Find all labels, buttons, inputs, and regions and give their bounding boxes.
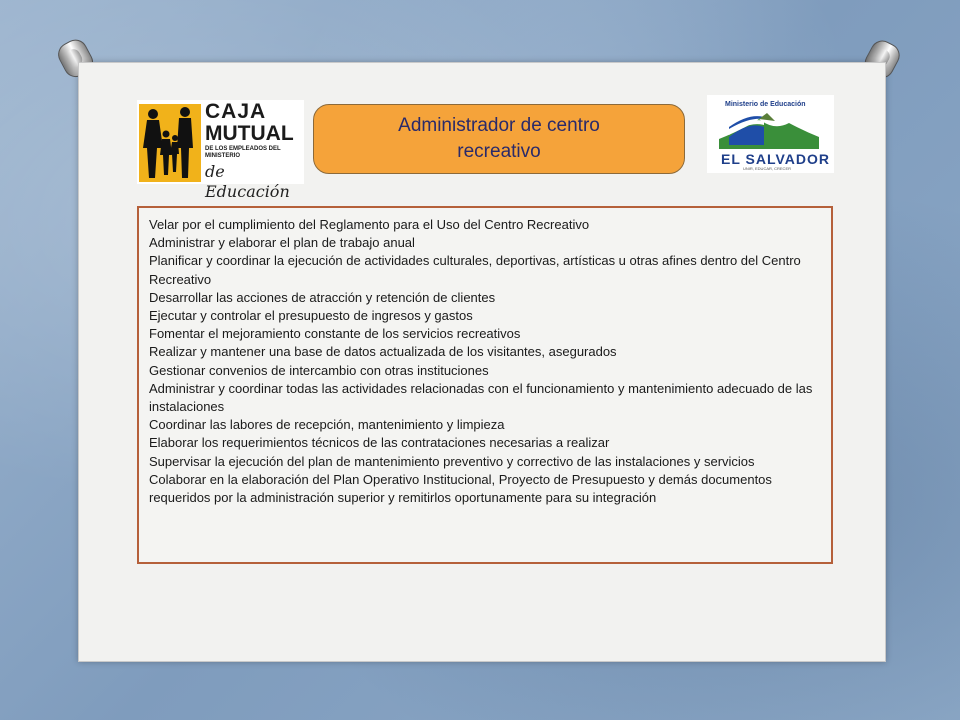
title-banner: [313, 104, 685, 174]
list-item: Velar por el cumplimiento del Reglamento para el Uso del Centro Recreativo: [149, 217, 590, 232]
list-item: Administrar y coordinar todas las actividades relacionadas con el funcionamiento y mantenimiento adecuado de las instalaciones: [149, 380, 813, 415]
list-item: Elaborar los requerimientos técnicos de las contrataciones necesarias a realizar: [149, 435, 610, 451]
list-item: Ejecutar y controlar el presupuesto de ingresos y gastos: [149, 308, 473, 324]
logo-line-mutual: MUTUAL: [205, 122, 294, 145]
list-item: Gestionar convenios de intercambio con otras instituciones: [149, 362, 489, 378]
list-item: Desarrollar las acciones de atracción y retención de clientes: [149, 289, 496, 305]
family-icon: [139, 104, 201, 182]
list-item: Administrar y elaborar el plan de trabajo anual: [149, 235, 415, 251]
logo-line-educacion: de Educación: [205, 162, 290, 201]
logo-line-caja: CAJA: [205, 100, 267, 123]
list-item: Planificar y coordinar la ejecución de actividades culturales, deportivas, artísticas u otras afines dentro del Centro Recreativo: [149, 253, 801, 287]
motto-label: UNIR, EDUCAR, CRECER: [743, 166, 792, 171]
ministerio-label: Ministerio de Educación: [725, 101, 806, 108]
flag-mountain-icon: [719, 109, 819, 149]
list-item: Fomentar el mejoramiento constante de los servicios recreativos: [149, 326, 521, 342]
logo-line-empleados: DE LOS EMPLEADOS DEL MINISTERIO: [205, 146, 281, 159]
functions-list: [137, 206, 833, 564]
list-item: Supervisar la ejecución del plan de mantenimiento preventivo y correctivo de las instalaciones y servicios: [149, 453, 755, 469]
list-item: Colaborar en la elaboración del Plan Operativo Institucional, Proyecto de Presupuesto y demás documentos requeridos por la administración superior y remitirlos oportunamente para su integración: [149, 471, 772, 506]
ministerio-logo: [707, 95, 834, 173]
el-salvador-label: EL SALVADOR: [721, 151, 831, 167]
caja-mutual-logo: [137, 100, 304, 201]
page-title: Administrador de centro recreativo: [398, 115, 600, 162]
list-item: Coordinar las labores de recepción, mantenimiento y limpieza: [149, 417, 505, 433]
list-item: Realizar y mantener una base de datos actualizada de los visitantes, asegurados: [149, 344, 617, 360]
